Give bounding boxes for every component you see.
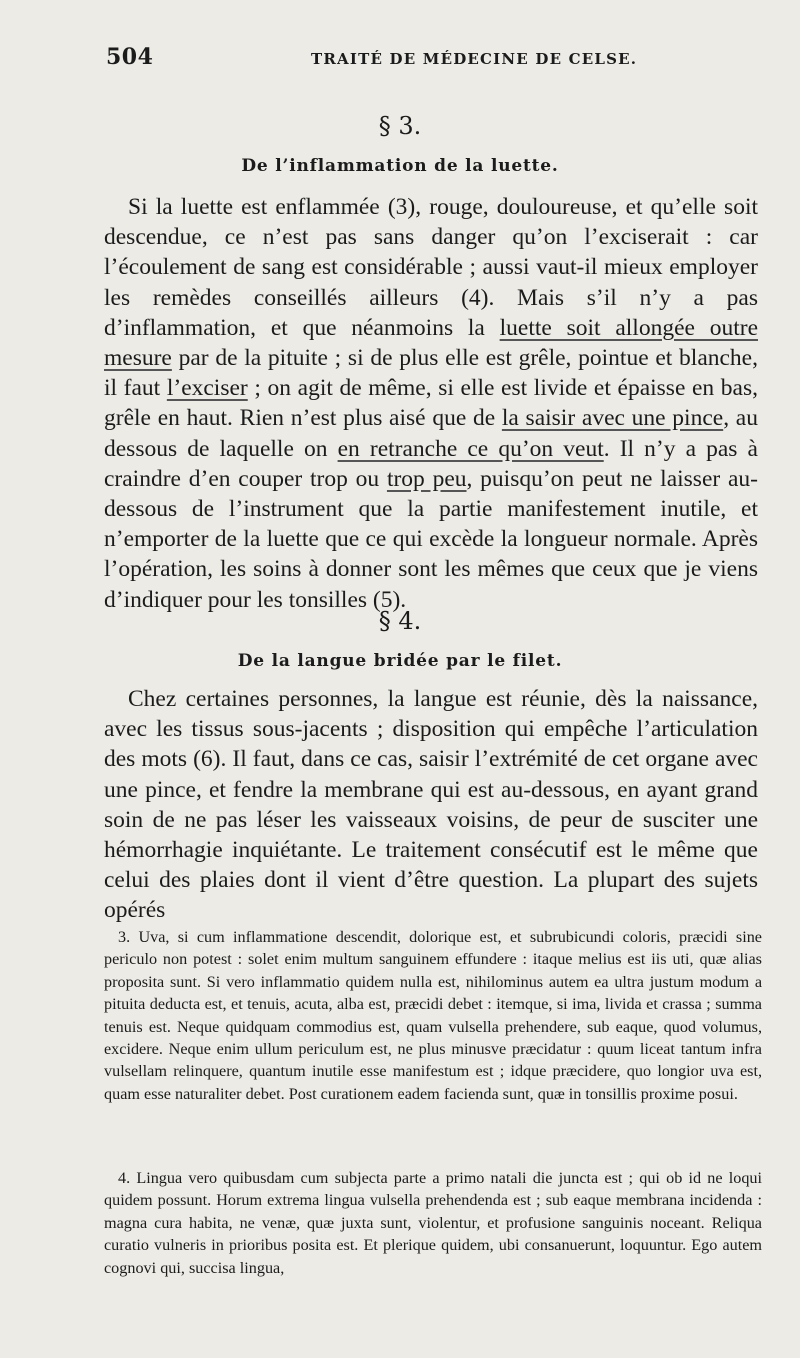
section-paragraph <box>104 192 758 615</box>
underlined-phrase: l’exciser <box>166 375 248 402</box>
text-run: par de la pituite ; si de plus elle est grêle, pointue et blanche, il faut <box>104 345 758 402</box>
page-header <box>106 44 766 74</box>
underlined-phrase: luette soit allongée outre mesure <box>104 314 758 372</box>
page-number: 504 <box>106 44 154 70</box>
text-run: , au dessous de laquelle on <box>104 405 758 462</box>
section-paragraph: Chez certaines personnes, la langue est réunie, dès la naissance, avec les tissus sous-jacents ; disposition qui empêche l’articulation des mots (6). Il faut, dans ce cas, saisir l’extrémité de cet organe avec une pince, et fendre la membrane qui est au-dessous, en ayant grand soin de ne pas léser les vaisseaux voisins, de peur de susciter une hémorrhagie inquiétante. Le traitement consécutif est le même que celui des plaies dont il vient d’être question. La plupart des sujets opérés <box>104 686 758 924</box>
text-run: Si la luette est enflammée (3), rouge, douloureuse, et qu’elle soit descendue, ce n’est pas sans danger qu’on l’exciserait : car l’écoulement de sang est considérable ; aussi vaut-il mieux employer les remèdes conseillés ailleurs (4). Mais s’il n’y a pas d’inflammation, et que néanmoins la <box>104 194 758 341</box>
section-number: § 3. <box>378 112 422 140</box>
text-run: . Il n’y a pas à craindre d’en couper trop ou <box>104 435 758 492</box>
underlined-phrase: en retranche ce qu’on veut <box>337 435 604 462</box>
footnote: 4. Lingua vero quibusdam cum subjecta parte a primo natali die juncta est ; qui ob id ne loqui quidem possunt. Horum extrema lingua vulsella prehendenda est ; sub eaque membrana incidenda : magna cura habita, ne venæ, quæ juxta sunt, violentur, et profusione sanguinis noceant. Reliqua curatio vulneris in prioribus posita est. Et plerique quidem, ubi consanuerunt, loquuntur. Ego autem cognovi qui, succisa lingua, <box>104 1169 762 1277</box>
underlined-phrase: trop peu <box>386 465 467 492</box>
running-title: TRAITÉ DE MÉDECINE DE CELSE. <box>311 50 638 68</box>
text-run: , puisqu’on peut ne laisser au-dessous de l’instrument que la partie manifestement inutile, et n’emporter de la luette que ce qui excède la longueur normale. Après l’opération, les soins à donner sont les mêmes que ceux que je viens d’indiquer pour les tonsilles (5). <box>104 465 758 613</box>
section-title: De la langue bridée par le filet. <box>237 651 563 671</box>
section-title: De l’inflammation de la luette. <box>241 156 559 176</box>
text-run: ; on agit de même, si elle est livide et épaisse en bas, grêle en haut. Rien n’est plus aisé que de <box>104 375 758 432</box>
section-number: § 4. <box>378 607 422 635</box>
footnote: 3. Uva, si cum inflammatione descendit, dolorique est, et subrubicundi coloris, præcidi sine periculo non potest : solet enim multum sanguinem effundere : itaque melius est iis uti, quæ alias proposita sunt. Si vero inflammatio quidem nulla est, nihilominus autem ea ultra justum modum a pituita deducta est, et tenuis, acuta, alba est, præcidi debet : itemque, si ima, livida et crassa ; summa tenuis est. Neque quidquam commodius est, quam vulsella prehendere, sub eaque, quod volumus, excidere. Neque enim ullum periculum est, ne plus minusve præcidatur : quum liceat tantum infra vulsellam relinquere, quantum inutile esse manifestum est ; idque præcidere, quo longior uva est, quam esse naturaliter debet. Post curationem eadem facienda sunt, quæ in tonsillis proxime posui. <box>104 928 762 1103</box>
underlined-phrase: la saisir avec une pince <box>501 405 724 432</box>
